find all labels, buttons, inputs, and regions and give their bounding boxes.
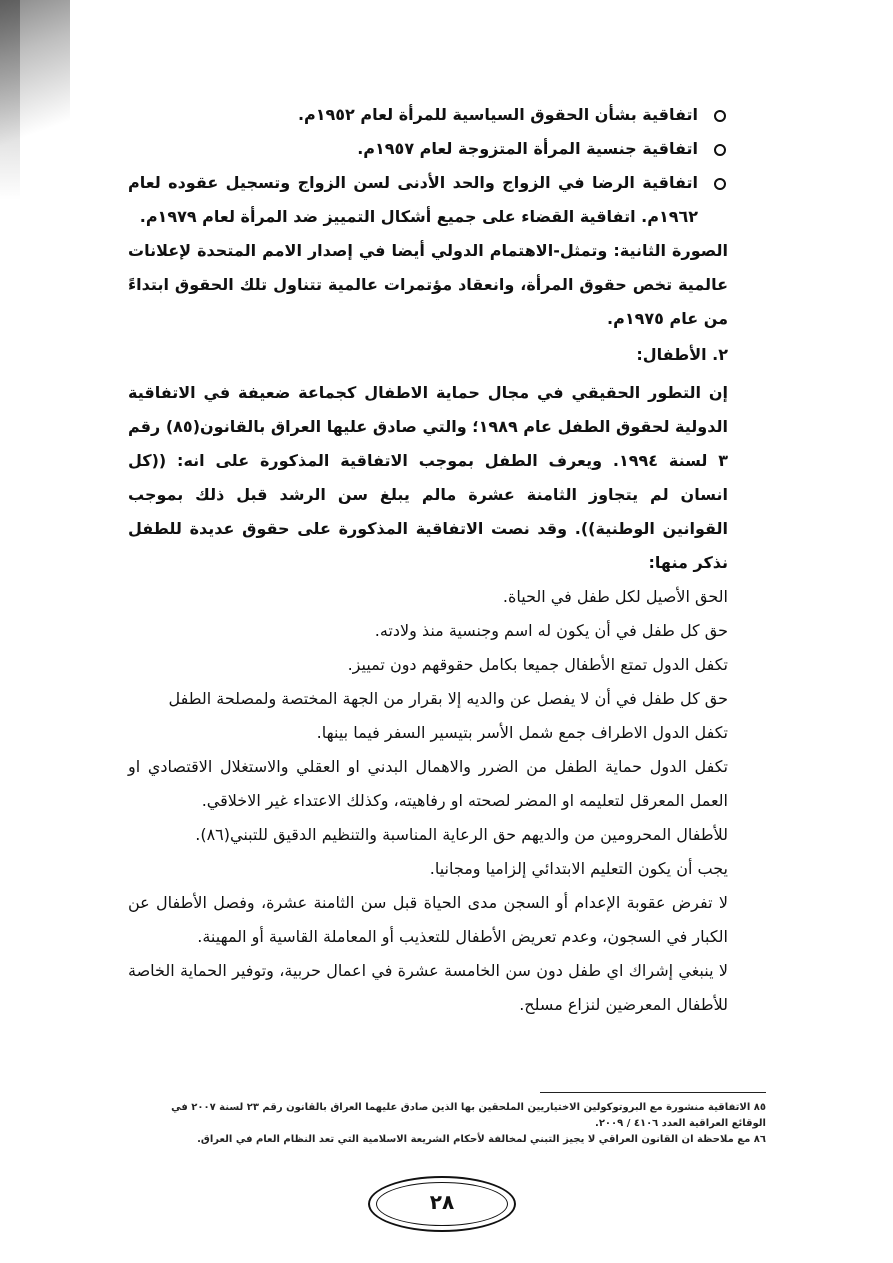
circle-bullet-icon xyxy=(714,178,726,190)
section-heading: ٢. الأطفال: xyxy=(636,345,728,364)
circle-bullet-icon xyxy=(714,144,726,156)
right-item: يجب أن يكون التعليم الابتدائي إلزاميا ومجانيا. xyxy=(429,859,728,878)
convention-list xyxy=(128,98,728,234)
right-item: تكفل الدول تمتع الأطفال جميعا بكامل حقوقهم دون تمييز. xyxy=(347,655,728,674)
footnotes xyxy=(138,1100,766,1148)
right-item: لا ينبغي إشراك اي طفل دون سن الخامسة عشرة في اعمال حربية، وتوفير الحماية الخاصة للأطفال المعرضين لنزاع مسلح. xyxy=(128,961,728,1014)
right-item: الحق الأصيل لكل طفل في الحياة. xyxy=(502,587,728,606)
main-text xyxy=(128,98,728,1022)
right-item: تكفل الدول حماية الطفل من الضرر والاهمال البدني او العقلي والاستغلال الاقتصادي او العمل المعرقل لتعليمه او المضر لصحته او رفاهيته، وكذلك الاعتداء غير الاخلاقي. xyxy=(128,757,728,810)
footnote: ٨٦ مع ملاحظة ان القانون العراقي لا يجيز التبني لمخالفة لأحكام الشريعة الاسلامية التي تعد النظام العام في العراق. xyxy=(197,1134,766,1145)
footnote: ٨٥ الاتفاقية منشورة مع البروتوكولين الاختياريين الملحقين بها الذين صادق عليهما العراق بالقانون رقم ٢٣ لسنة ٢٠٠٧ في الوقائع العراقية العدد ٤١٠٦ / ٢٠٠٩. xyxy=(171,1102,766,1129)
children-intro-paragraph: إن التطور الحقيقي في مجال حماية الاطفال كجماعة ضعيفة في الاتفاقية الدولية لحقوق الطفل عام ١٩٨٩؛ والتي صادق عليها العراق بالقانون(٨٥) رقم ٣ لسنة ١٩٩٤. ويعرف الطفل بموجب الاتفاقية المذكورة على انه: ((كل انسان لم يتجاوز الثامنة عشرة مالم يبلغ سن الرشد قبل ذلك بموجب القوانين الوطنية)). وقد نصت الاتفاقية المذكورة على حقوق عديدة للطفل نذكر منها: xyxy=(128,383,728,572)
page-number-frame xyxy=(368,1176,516,1232)
right-item: تكفل الدول الاطراف جمع شمل الأسر بتيسير السفر فيما بينها. xyxy=(316,723,728,742)
right-item: للأطفال المحرومين من والديهم حق الرعاية المناسبة والتنظيم الدقيق للتبني(٨٦). xyxy=(195,825,728,844)
list-item: اتفاقية الرضا في الزواج والحد الأدنى لسن الزواج وتسجيل عقوده لعام ١٩٦٢م. اتفاقية القضاء على جميع أشكال التمييز ضد المرأة لعام ١٩٧٩م. xyxy=(128,166,728,234)
rights-list xyxy=(128,580,728,1022)
right-item: حق كل طفل في أن يكون له اسم وجنسية منذ ولادته. xyxy=(374,621,728,640)
right-item: حق كل طفل في أن لا يفصل عن والديه إلا بقرار من الجهة المختصة ولمصلحة الطفل xyxy=(168,689,728,708)
circle-bullet-icon xyxy=(714,110,726,122)
right-item: لا تفرض عقوبة الإعدام أو السجن مدى الحياة قبل سن الثامنة عشرة، وفصل الأطفال عن الكبار في السجون، وعدم تعريض الأطفال للتعذيب أو المعاملة القاسية أو المهينة. xyxy=(128,893,728,946)
scan-shadow-edge xyxy=(0,0,20,200)
list-item: اتفاقية بشأن الحقوق السياسية للمرأة لعام ١٩٥٢م. xyxy=(128,98,728,132)
second-form-paragraph: الصورة الثانية: وتمثل-الاهتمام الدولي أيضا في إصدار الامم المتحدة لإعلانات عالمية تخص حقوق المرأة، وانعقاد مؤتمرات عالمية تتناول تلك الحقوق ابتداءً من عام ١٩٧٥م. xyxy=(128,241,728,328)
page-number: ٢٨ xyxy=(429,1190,455,1214)
list-item: اتفاقية جنسية المرأة المتزوجة لعام ١٩٥٧م. xyxy=(128,132,728,166)
footnote-separator xyxy=(540,1092,766,1093)
